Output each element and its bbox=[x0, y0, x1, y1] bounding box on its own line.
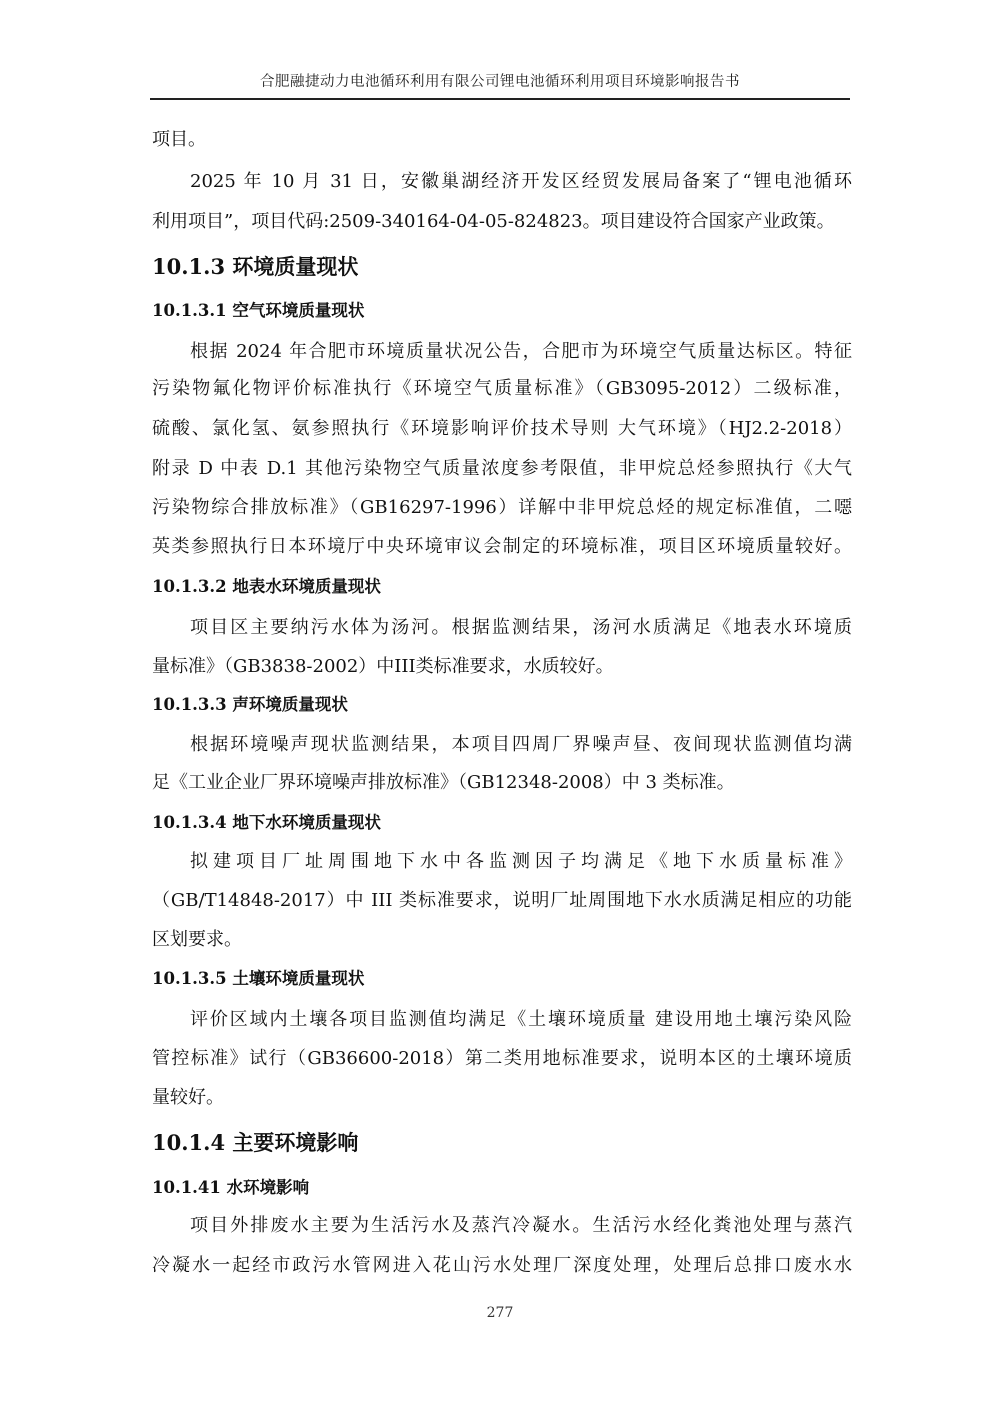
paragraph-line: 冷凝水一起经市政污水管网进入花山污水处理厂深度处理，处理后总排口废水水 bbox=[152, 1255, 852, 1276]
paragraph-line: 项目区主要纳污水体为汤河。根据监测结果，汤河水质满足《地表水环境质 bbox=[190, 617, 852, 638]
paragraph-line: 拟建项目厂址周围地下水中各监测因子均满足《地下水质量标准》 bbox=[190, 851, 852, 872]
section-heading: 10.1.3 环境质量现状 bbox=[152, 254, 359, 279]
paragraph-line: 管控标准》试行（GB36600-2018）第二类用地标准要求，说明本区的土壤环境质 bbox=[152, 1048, 852, 1069]
paragraph-line: 根据环境噪声现状监测结果，本项目四周厂界噪声昼、夜间现状监测值均满 bbox=[190, 734, 852, 755]
header-divider bbox=[150, 98, 850, 100]
continuation-text: 项目。 bbox=[152, 129, 206, 150]
paragraph-line: 污染物氟化物评价标准执行《环境空气质量标准》（GB3095-2012）二级标准， bbox=[152, 378, 852, 399]
paragraph-line: 附录 D 中表 D.1 其他污染物空气质量浓度参考限值，非甲烷总烃参照执行《大气 bbox=[152, 458, 852, 479]
page-number: 277 bbox=[486, 1305, 514, 1321]
paragraph-line: 量较好。 bbox=[152, 1087, 224, 1108]
subsection-heading: 10.1.3.3 声环境质量现状 bbox=[152, 695, 348, 714]
subsection-heading: 10.1.3.1 空气环境质量现状 bbox=[152, 301, 365, 320]
paragraph-line: 硫酸、氯化氢、氨参照执行《环境影响评价技术导则 大气环境》（HJ2.2-2018） bbox=[152, 418, 852, 439]
paragraph-line: 2025 年 10 月 31 日，安徽巢湖经济开发区经贸发展局备案了“锂电池循环 bbox=[190, 171, 852, 192]
paragraph-line: 足《工业企业厂界环境噪声排放标准》（GB12348-2008）中 3 类标准。 bbox=[152, 772, 735, 793]
subsection-heading: 10.1.41 水环境影响 bbox=[152, 1178, 310, 1197]
running-header: 合肥融捷动力电池循环利用有限公司锂电池循环利用项目环境影响报告书 bbox=[260, 74, 740, 90]
section-heading: 10.1.4 主要环境影响 bbox=[152, 1130, 359, 1155]
paragraph-line: 根据 2024 年合肥市环境质量状况公告，合肥市为环境空气质量达标区。特征 bbox=[190, 341, 852, 362]
subsection-heading: 10.1.3.4 地下水环境质量现状 bbox=[152, 813, 381, 832]
paragraph-line: 利用项目”，项目代码:2509-340164-04-05-824823。项目建设符合国家产业政策。 bbox=[152, 211, 835, 232]
paragraph-line: 英类参照执行日本环境厅中央环境审议会制定的环境标准，项目区环境质量较好。 bbox=[152, 536, 852, 557]
paragraph-line: 污染物综合排放标准》（GB16297-1996）详解中非甲烷总烃的规定标准值，二噁 bbox=[152, 497, 852, 518]
paragraph-line: 项目外排废水主要为生活污水及蒸汽冷凝水。生活污水经化粪池处理与蒸汽 bbox=[190, 1215, 852, 1236]
subsection-heading: 10.1.3.2 地表水环境质量现状 bbox=[152, 577, 381, 596]
paragraph-line: （GB/T14848-2017）中 III 类标准要求，说明厂址周围地下水水质满足相应的功能 bbox=[152, 890, 852, 911]
paragraph-line: 量标准》（GB3838-2002）中III类标准要求，水质较好。 bbox=[152, 656, 614, 677]
paragraph-line: 区划要求。 bbox=[152, 929, 242, 950]
subsection-heading: 10.1.3.5 土壤环境质量现状 bbox=[152, 969, 365, 988]
paragraph-line: 评价区域内土壤各项目监测值均满足《土壤环境质量 建设用地土壤污染风险 bbox=[190, 1009, 852, 1030]
